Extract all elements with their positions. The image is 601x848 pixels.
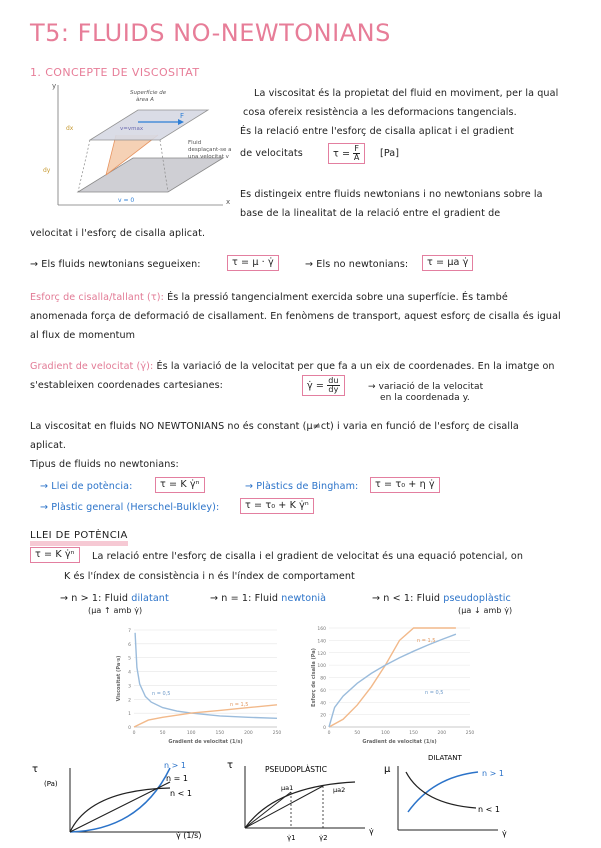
case-prefix: → n > 1: Fluid [60,593,132,604]
y-tick-label: 3 [128,684,131,690]
g2-label: γ̇2 [319,834,328,842]
y-tick-label: 100 [317,664,326,670]
case-dilatant [60,593,169,605]
y-tick-label: 4 [128,670,131,676]
newtonian-formula: τ = μ · γ̇ [227,255,279,271]
y-tick-label: 0 [323,726,326,731]
n-lt-label: n < 1 [170,789,192,798]
section-heading-llei-potencia: LLEI DE POTÈNCIA [30,531,128,546]
sketch-ylabel: τ [227,760,234,771]
axis-y-label: y [52,82,57,90]
series-line-1 [329,634,456,727]
y-tick-label: 20 [320,713,326,719]
fluid-label: una velocitat v [188,154,229,160]
y-axis-label: Esforç de cisalla (Pa) [311,648,317,707]
series-label: n = 0,5 [152,691,171,697]
newtonian-text: → Els fluids newtonians segueixen: [30,259,201,270]
sketch-xlabel: γ̇ [502,829,507,838]
shear-diagram [38,80,238,212]
x-tick-label: 50 [159,731,166,736]
y-tick-label: 1 [128,712,131,718]
y-tick-label: 80 [320,676,326,682]
nonnewt-visc-line: aplicat. [30,440,67,451]
sketch-dilatant [378,752,528,844]
numerator: F [354,144,360,153]
case-note: (μa ↑ amb γ̇) [88,606,143,615]
stress-paragraph [30,292,508,304]
x-axis-label: Gradient de velocitat (1/s) [362,739,437,745]
y-tick-label: 120 [317,651,326,657]
type-formula: τ = τ₀ + K γ̇ⁿ [240,498,314,514]
sketch-title: PSEUDOPLÀSTIC [265,765,327,774]
viscosity-def-line: És la relació entre l'esforç de cisalla aplicat i el gradient [240,126,514,137]
plate-label: Superfície de [130,90,167,96]
fraction [327,377,339,394]
dilatant-curve [70,768,170,832]
denominator: A [353,153,360,162]
sketch-xlabel: γ̇ [369,827,374,836]
x-axis-label: Gradient de velocitat (1/s) [168,739,243,745]
numerator: du [328,376,339,385]
n-eq-label: n = 1 [166,774,188,783]
case-prefix: → n < 1: Fluid [372,593,444,604]
viscosity-def-line: de velocitats [240,148,303,159]
stress-term: Esforç de cisalla/tallant (τ): [30,292,164,303]
tau-formula-box [328,143,365,164]
unit-label: [Pa] [380,148,400,159]
dx-label: dx [66,125,74,132]
gradient-paragraph [30,361,555,373]
n-gt-label: n > 1 [482,769,504,778]
viscosity-def-line: La viscositat és la propietat del fluid en moviment, per la qual [254,88,559,99]
sketch-ylabel: μ [384,764,391,775]
distinction-line: velocitat i l'esforç de cisalla aplicat. [30,228,206,239]
power-law-desc: K és l'índex de consistència i n és l'índex de comportament [64,571,355,582]
sketch-pseudoplastic [225,756,385,844]
y-tick-label: 140 [317,639,326,645]
sketch-title: DILATANT [428,754,462,762]
y-tick-label: 160 [317,627,326,632]
top-plate [90,110,208,140]
series-line-0 [135,633,277,719]
gradient-note: → variació de la velocitat [368,382,484,392]
series-label: n = 1,5 [230,702,249,708]
power-law-desc: La relació entre l'esforç de cisalla i el gradient de velocitat és una equació potencial, on [92,551,524,562]
gradient-formula-box [302,375,345,396]
case-name: dilatant [131,593,169,604]
series-line-1 [134,705,277,727]
case-newtonia [210,593,326,605]
gradient-def: s'estableixen coordenades cartesianes: [30,380,224,391]
distinction-line: base de la linealitat de la relació entre el gradient de [240,208,501,219]
x-tick-label: 200 [244,731,253,736]
gamma-symbol: γ̇ = [307,380,325,392]
section-heading-viscositat: 1. CONCEPTE DE VISCOSITAT [30,66,200,79]
stress-def: anomenada força de deformació de cisallament. En fenòmens de transport, aquest esforç de cisalla és igual [30,311,561,322]
mu1-label: μa1 [281,784,294,792]
force-label: F [180,112,185,120]
secant-2 [245,786,323,828]
type-formula: τ = τ₀ + η γ̇ [370,477,440,493]
dy-label: dy [43,167,51,174]
denominator: dy [328,385,339,394]
y-tick-label: 5 [128,656,131,662]
page-title: T5: FLUIDS NO-NEWTONIANS [30,19,391,47]
nonnewt-visc-line: La viscositat en fluids NO NEWTONIANS no és constant (μ≠ct) i varia en funció de l'esforç de cisalla [30,421,519,432]
secant-1 [245,792,291,828]
case-pseudoplastic [372,593,511,605]
viscosity-chart [112,622,292,752]
distinction-line: Es distingeix entre fluids newtonians i no newtonians sobre la [240,189,543,200]
shear-stress-chart [305,622,495,752]
y-tick-label: 6 [128,642,131,648]
stress-def: És la pressió tangencialment exercida sobre una superfície. És també [167,292,508,303]
y-tick-label: 2 [128,698,131,704]
mu2-label: μa2 [333,786,346,794]
tau-symbol: τ = [333,148,351,160]
plate-label: àrea A [136,97,154,103]
power-law-formula: τ = K γ̇ⁿ [30,547,80,563]
newtonian-line [70,782,170,832]
fraction [353,145,360,162]
fluid-label: desplaçant-se a [188,147,232,153]
v0-label: v = 0 [118,197,135,204]
y-axis-label: Viscositat (Pa·s) [116,655,122,702]
type-label: → Plàstic general (Herschel-Bulkley): [40,502,220,513]
n-lt-label: n < 1 [478,805,500,814]
x-tick-label: 100 [381,731,390,736]
sketch-tau-vs-gamma [30,760,230,840]
fluid-label: Fluid [188,140,202,146]
dilatant-mu-curve [408,772,478,812]
type-label: → Llei de potència: [40,481,133,492]
x-tick-label: 250 [272,731,282,736]
bottom-plate [78,158,223,192]
series-label: n = 1,5 [417,638,436,644]
axis-x-label: x [226,198,231,206]
n-gt-label: n > 1 [164,761,186,770]
dashed-edge [78,140,90,192]
case-note: (μa ↓ amb γ̇) [458,606,513,615]
x-tick-label: 0 [327,731,331,736]
x-tick-label: 250 [465,731,475,736]
x-tick-label: 150 [409,731,418,736]
nonnewtonian-text: → Els no newtonians: [305,259,409,270]
stress-def: al flux de momentum [30,330,136,341]
case-prefix: → n = 1: Fluid [210,593,282,604]
sketch-yunit: (Pa) [44,780,58,788]
viscosity-def-line: cosa ofereix resistència a les deformacions tangencials. [243,107,517,118]
g1-label: γ̇1 [287,834,296,842]
y-tick-label: 0 [128,726,131,731]
case-name: newtonià [281,593,327,604]
x-tick-label: 0 [132,731,136,736]
sketch-ylabel: τ [32,764,39,775]
case-name: pseudoplàstic [443,593,511,604]
x-tick-label: 200 [437,731,447,736]
type-formula: τ = K γ̇ⁿ [155,477,205,493]
x-tick-label: 150 [215,731,225,736]
gradient-term: Gradient de velocitat (γ̇): [30,361,154,372]
gradient-def: És la variació de la velocitat per que fa a un eix de coordenades. En la imatge on [156,361,555,372]
x-tick-label: 100 [186,731,196,736]
x-tick-label: 50 [354,731,361,736]
type-label: → Plàstics de Bingham: [245,481,359,492]
sketch-xlabel: γ̇ (1/s) [176,831,202,840]
series-label: n = 0,5 [425,690,444,696]
gradient-note: en la coordenada y. [380,393,470,403]
velocity-label: v=vmax [120,126,144,132]
pseudoplastic-curve [70,788,170,832]
y-tick-label: 7 [128,629,131,634]
y-tick-label: 40 [320,701,326,707]
nonnewtonian-formula: τ = μa γ̇ [422,255,473,271]
types-heading: Tipus de fluids no newtonians: [30,459,179,470]
y-tick-label: 60 [320,688,326,694]
